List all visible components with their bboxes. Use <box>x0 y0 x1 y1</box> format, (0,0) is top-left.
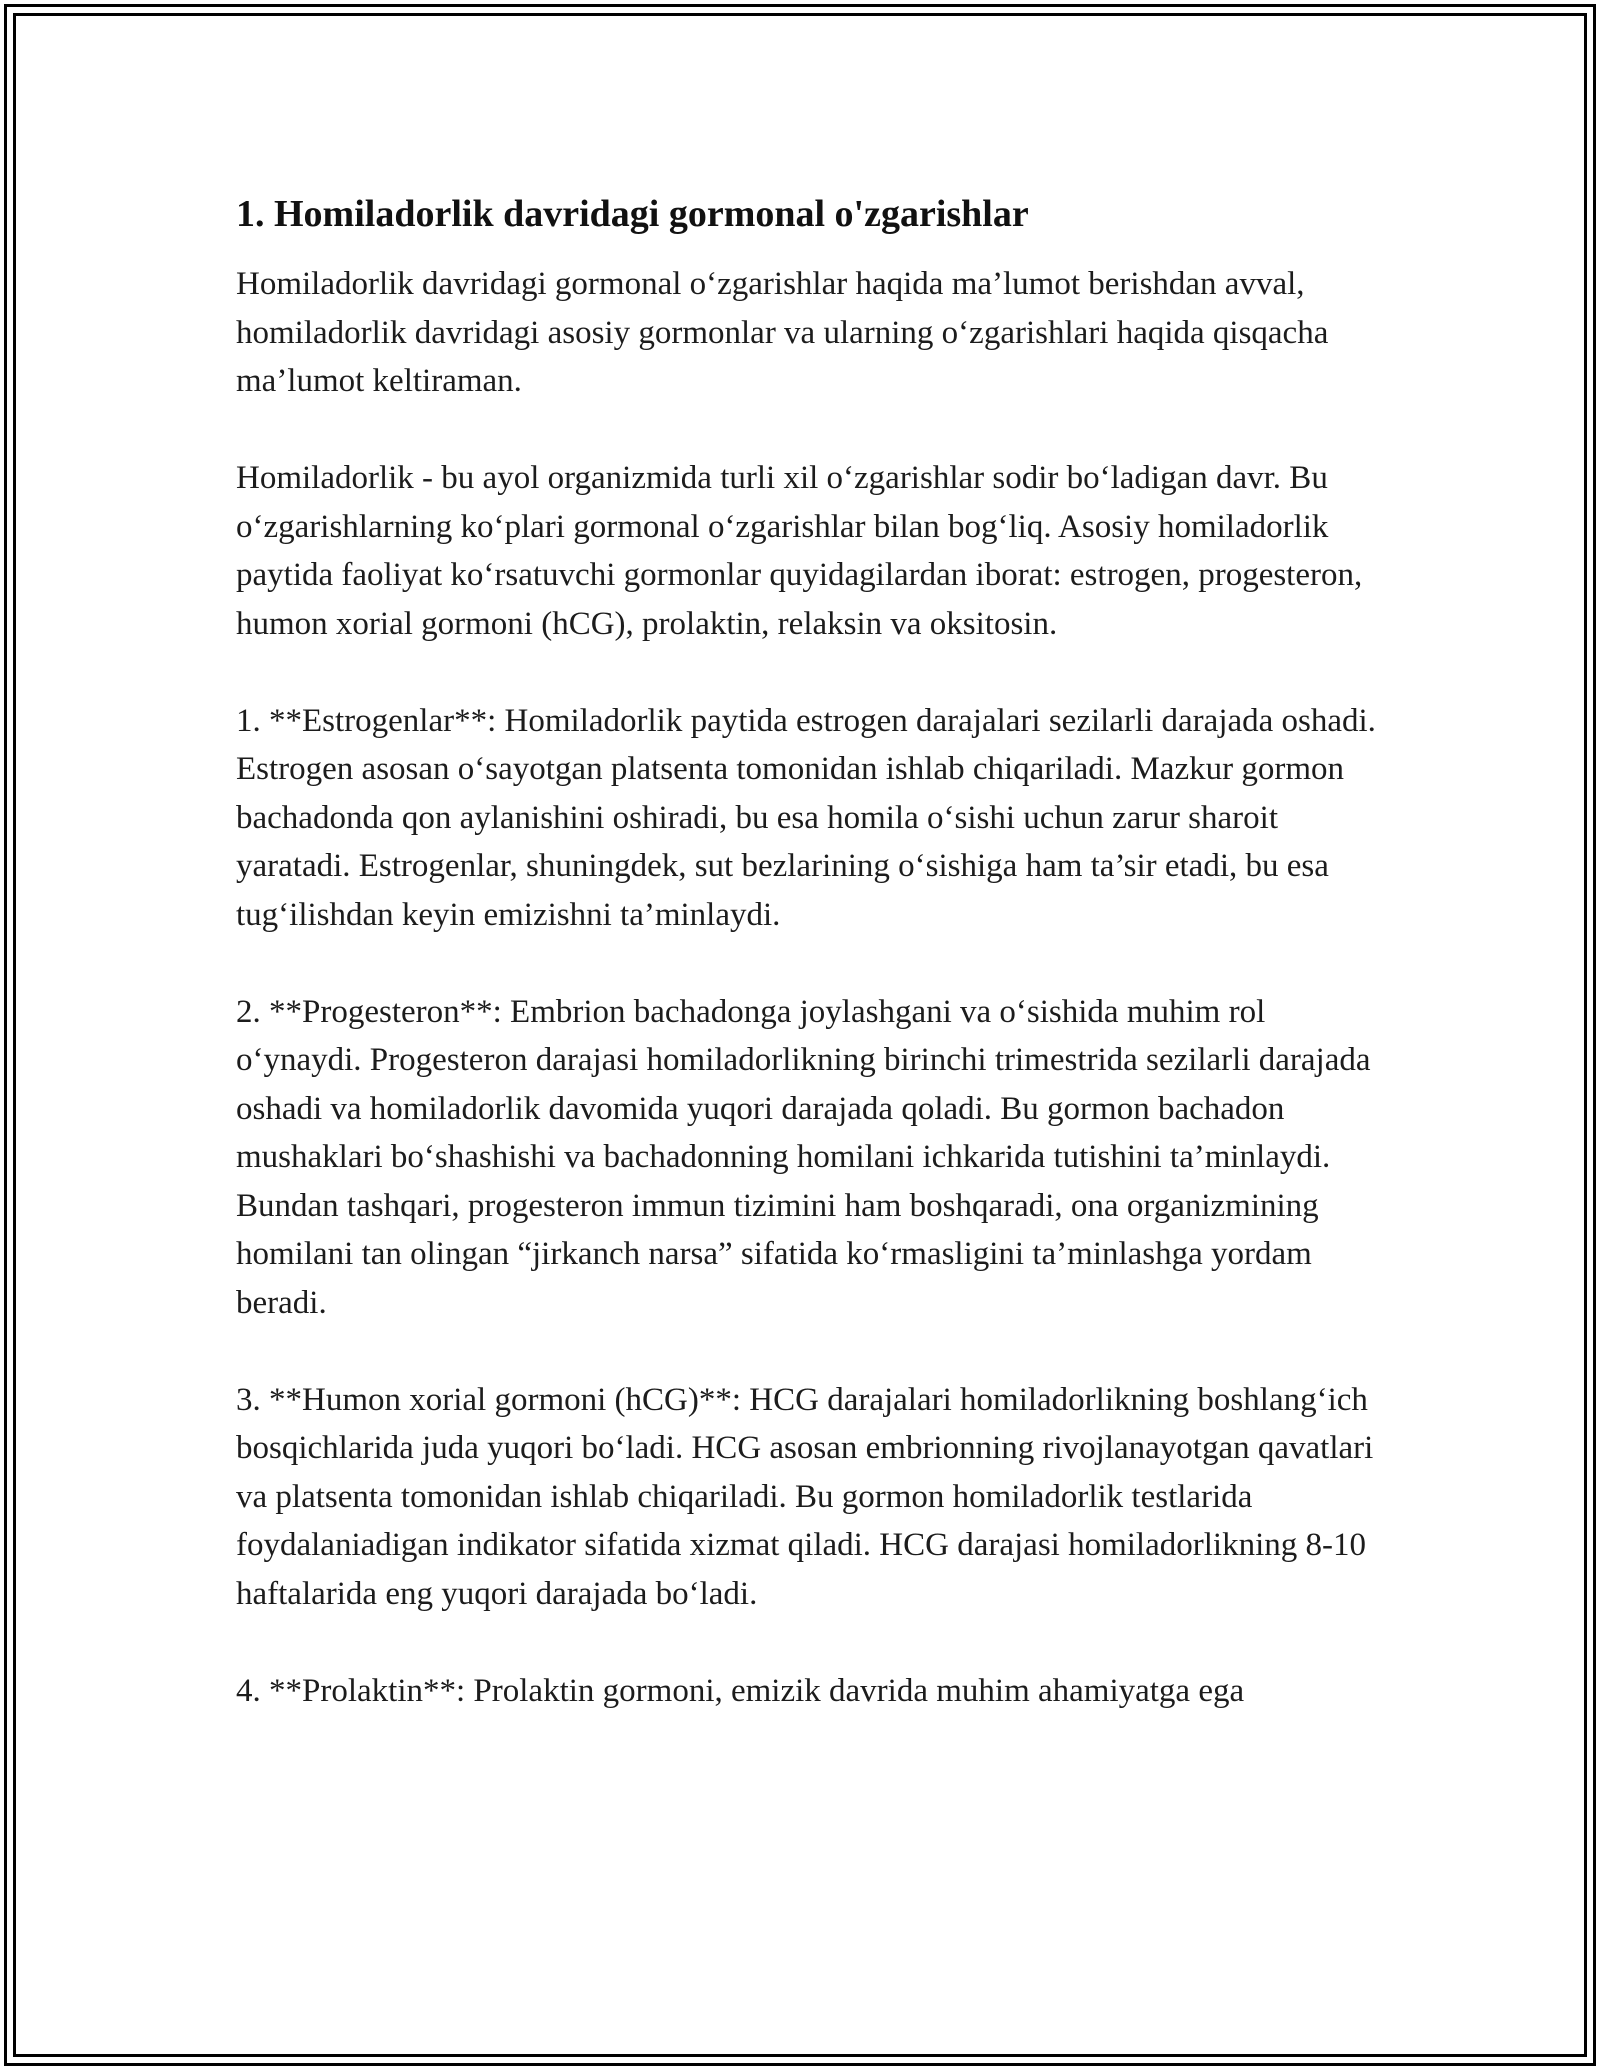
hcg-paragraph: 3. **Humon xorial gormoni (hCG)**: HCG darajalari homiladorlikning boshlang‘ich bosqichlarida juda yuqori bo‘ladi. HCG asosan embrionning rivojlanayotgan qavatlari va platsenta tomonidan ishlab chiqariladi. Bu gormon homiladorlik testlarida foydalaniadigan indikator sifatida xizmat qiladi. HCG darajasi homiladorlikning 8-10 haftalarida eng yuqori darajada bo‘ladi. <box>236 1381 1374 1612</box>
document-page <box>236 186 1376 1715</box>
section-heading: 1. Homiladorlik davridagi gormonal o'zgarishlar <box>236 193 1029 235</box>
estrogen-paragraph: 1. **Estrogenlar**: Homiladorlik paytida estrogen darajalari sezilarli darajada oshadi. Estrogen asosan o‘sayotgan platsenta tomonidan ishlab chiqariladi. Mazkur gormon bachadonda qon aylanishini oshiradi, bu esa homila o‘sishi uchun zarur sharoit yaratadi. Estrogenlar, shuningdek, sut bezlarining o‘sishiga ham ta’sir etadi, bu esa tug‘ilishdan keyin emizishni ta’minlaydi. <box>236 702 1376 933</box>
intro-paragraph: Homiladorlik davridagi gormonal o‘zgarishlar haqida ma’lumot berishdan avval, homiladorlik davridagi asosiy gormonlar va ularning o‘zgarishlari haqida qisqacha ma’lumot keltiraman. <box>236 266 1329 399</box>
prolactin-paragraph: 4. **Prolaktin**: Prolaktin gormoni, emizik davrida muhim ahamiyatga ega <box>236 1672 1245 1709</box>
overview-paragraph: Homiladorlik - bu ayol organizmida turli xil o‘zgarishlar sodir bo‘ladigan davr. Bu o‘zgarishlarning ko‘plari gormonal o‘zgarishlar bilan bog‘liq. Asosiy homiladorlik paytida faoliyat ko‘rsatuvchi gormonlar quyidagilardan iborat: estrogen, progesteron, humon xorial gormoni (hCG), prolaktin, relaksin va oksitosin. <box>236 460 1363 642</box>
progesterone-paragraph: 2. **Progesteron**: Embrion bachadonga joylashgani va o‘sishida muhim rol o‘ynaydi. Progesteron darajasi homiladorlikning birinchi trimestrida sezilarli darajada oshadi va homiladorlik davomida yuqori darajada qoladi. Bu gormon bachadon mushaklari bo‘shashishi va bachadonning homilani ichkarida tutishini ta’minlaydi. Bundan tashqari, progesteron immun tizimini ham boshqaradi, ona organizmining homilani tan olingan “jirkanch narsa” sifatida ko‘rmasligini ta’minlashga yordam beradi. <box>236 993 1371 1321</box>
